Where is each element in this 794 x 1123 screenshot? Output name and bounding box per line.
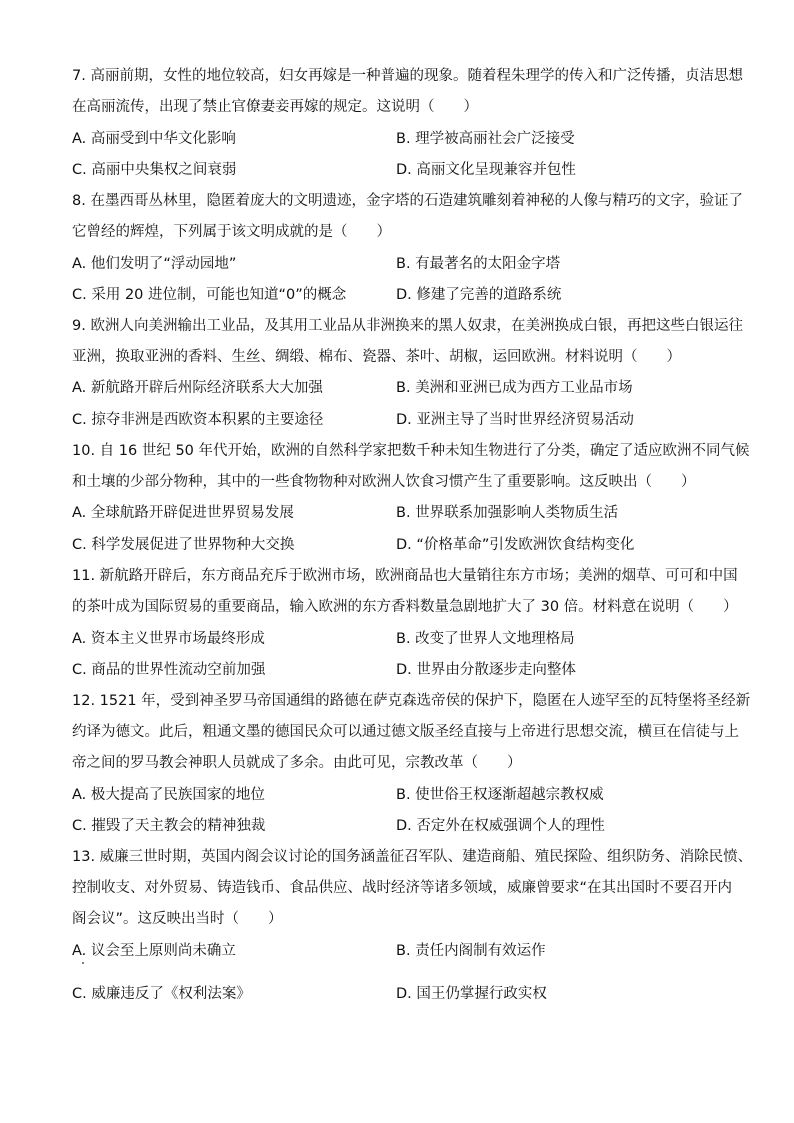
q13-option-d: D. 国王仍掌握行政实权 — [396, 986, 547, 1002]
q8-option-a: A. 他们发明了“浮动园地” — [72, 256, 237, 272]
q11-stem-line-1: 11. 新航路开辟后，东方商品充斥于欧洲市场，欧洲商品也大量销往东方市场；美洲的烟草、可可和中国 — [72, 568, 738, 584]
q11-option-d: D. 世界由分散逐步走向整体 — [396, 662, 576, 678]
q9-option-d: D. 亚洲主导了当时世界经济贸易活动 — [396, 412, 634, 428]
q12-stem-line-3: 帝之间的罗马教会神职人员就成了多余。由此可见，宗教改革（ ） — [72, 755, 522, 771]
q8-option-c: C. 采用 20 进位制，可能也知道“0”的概念 — [72, 287, 347, 303]
q7-stem-line-1: 7. 高丽前期，女性的地位较高，妇女再嫁是一种普遍的现象。随着程朱理学的传入和广泛传播，贞洁思想 — [72, 68, 743, 84]
q9-stem-line-2: 亚洲，换取亚洲的香料、生丝、绸缎、棉布、瓷器、茶叶、胡椒，运回欧洲。材料说明（ ） — [72, 349, 681, 365]
q11-stem-line-2: 的茶叶成为国际贸易的重要商品，输入欧洲的东方香料数量急剧地扩大了 30 倍。材料意在说明（ ） — [72, 599, 738, 615]
q13-option-a: A. 议会至上原则尚未确立 — [72, 943, 236, 959]
q7-option-b: B. 理学被高丽社会广泛接受 — [396, 131, 575, 147]
stray-dot-mark — [82, 962, 84, 964]
q7-stem-line-2: 在高丽流传，出现了禁止官僚妻妾再嫁的规定。这说明（ ） — [72, 99, 478, 115]
q10-stem-line-1: 10. 自 16 世纪 50 年代开始，欧洲的自然科学家把数千种未知生物进行了分类，确定了适应欧洲不同气候 — [72, 443, 750, 459]
q12-option-a: A. 极大提高了民族国家的地位 — [72, 787, 265, 803]
q10-option-d: D. “价格革命”引发欧洲饮食结构变化 — [396, 537, 635, 553]
q11-option-b: B. 改变了世界人文地理格局 — [396, 631, 575, 647]
q11-option-c: C. 商品的世界性流动空前加强 — [72, 662, 266, 678]
q12-stem-line-1: 12. 1521 年，受到神圣罗马帝国通缉的路德在萨克森选帝侯的保护下，隐匿在人迹罕至的瓦特堡将圣经新 — [72, 693, 751, 709]
q11-option-a: A. 资本主义世界市场最终形成 — [72, 631, 265, 647]
q7-option-a: A. 高丽受到中华文化影响 — [72, 131, 236, 147]
q10-option-b: B. 世界联系加强影响人类物质生活 — [396, 505, 619, 521]
q12-option-b: B. 使世俗王权逐渐超越宗教权威 — [396, 787, 604, 803]
q13-option-b: B. 责任内阁制有效运作 — [396, 943, 546, 959]
q8-option-b: B. 有最著名的太阳金字塔 — [396, 256, 561, 272]
q7-option-d: D. 高丽文化呈现兼容并包性 — [396, 162, 576, 178]
q9-stem-line-1: 9. 欧洲人向美洲输出工业品，及其用工业品从非洲换来的黑人奴隶，在美洲换成白银，再把这些白银运往 — [72, 318, 743, 334]
q12-option-c: C. 摧毁了天主教会的精神独裁 — [72, 818, 266, 834]
q13-stem-line-2: 控制收支、对外贸易、铸造钱币、食品供应、战时经济等诸多领域，威廉曾要求“在其出国时不要召开内 — [72, 880, 733, 896]
q10-option-c: C. 科学发展促进了世界物种大交换 — [72, 537, 295, 553]
q9-option-b: B. 美洲和亚洲已成为西方工业品市场 — [396, 380, 633, 396]
q13-stem-line-3: 阁会议”。这反映出当时（ ） — [72, 911, 283, 927]
q8-stem-line-1: 8. 在墨西哥丛林里，隐匿着庞大的文明遗迹，金字塔的石造建筑雕刻着神秘的人像与精巧的文字，验证了 — [72, 193, 743, 209]
q8-option-d: D. 修建了完善的道路系统 — [396, 287, 562, 303]
q12-stem-line-2: 约译为德文。此后，粗通文墨的德国民众可以通过德文版圣经直接与上帝进行思想交流，横亘在信徒与上 — [72, 724, 739, 740]
q9-option-c: C. 掠夺非洲是西欧资本积累的主要途径 — [72, 412, 324, 428]
q13-stem-line-1: 13. 威廉三世时期，英国内阁会议讨论的国务涵盖征召军队、建造商船、殖民探险、组织防务、消除民愤、 — [72, 849, 753, 865]
q8-stem-line-2: 它曾经的辉煌，下列属于该文明成就的是（ ） — [72, 224, 391, 240]
q13-option-c: C. 威廉违反了《权利法案》 — [72, 986, 251, 1002]
q12-option-d: D. 否定外在权威强调个人的理性 — [396, 818, 605, 834]
q10-option-a: A. 全球航路开辟促进世界贸易发展 — [72, 505, 294, 521]
q10-stem-line-2: 和土壤的少部分物种，其中的一些食物物种对欧洲人饮食习惯产生了重要影响。这反映出（ ） — [72, 474, 696, 490]
q9-option-a: A. 新航路开辟后州际经济联系大大加强 — [72, 380, 323, 396]
q7-option-c: C. 高丽中央集权之间衰弱 — [72, 162, 237, 178]
